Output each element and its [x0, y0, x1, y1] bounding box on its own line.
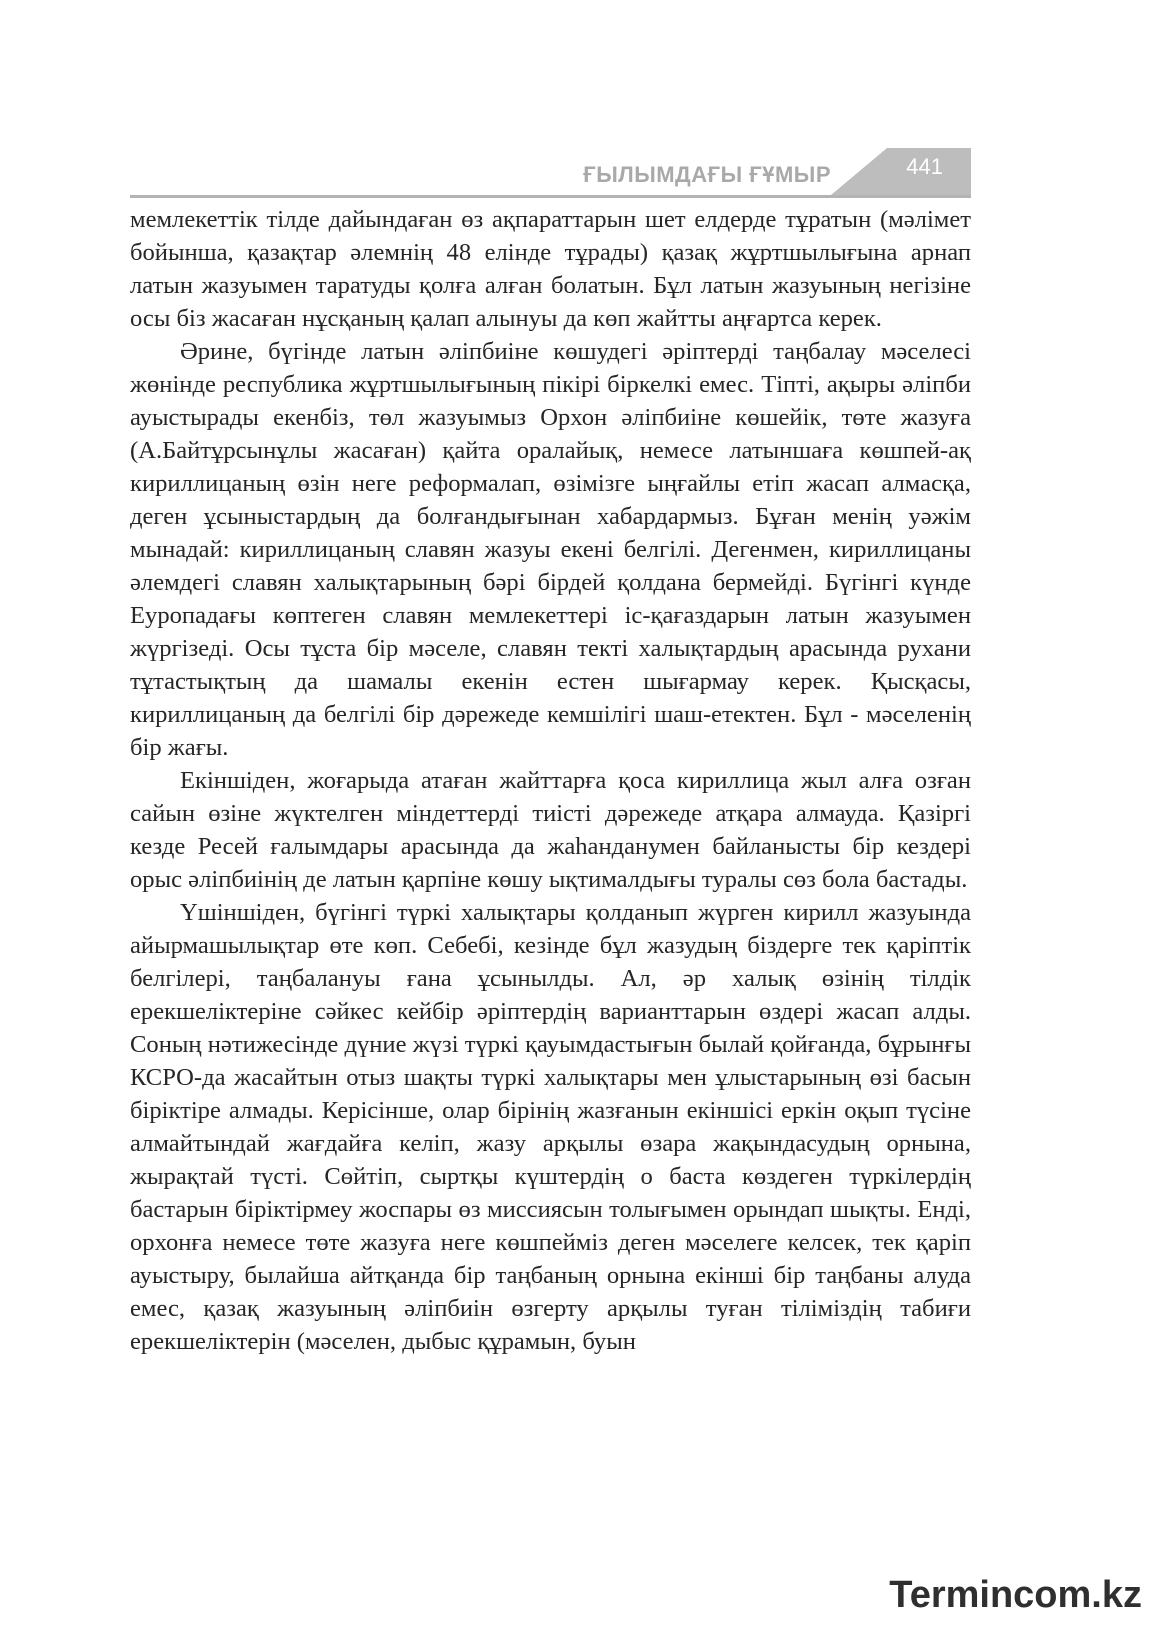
running-title: ҒЫЛЫМДАҒЫ ҒҰМЫР — [583, 162, 831, 187]
watermark-logo: Termincom.kz — [889, 1574, 1142, 1616]
body-text — [130, 203, 971, 1358]
paragraph: Екіншіден, жоғарыда атаған жайттарға қоса кириллица жыл алға озған сайын өзіне жүктелген міндеттерді тиісті дәрежеде атқара алмауда. Қазіргі кезде Ресей ғалымдары арасында да жаһанданумен байланысты бір кездері орыс әліпбиінің де латын қарпіне көшу ықтималдығы туралы сөз бола бастады. — [130, 767, 971, 893]
paragraph: Үшіншіден, бүгінгі түркі халықтары қолданып жүрген кирилл жазуында айырмашылықтар өте көп. Себебі, кезінде бұл жазудың біздерге тек қаріптік белгілері, таңбалануы ғана ұсынылды. Ал, әр халық өзінің тілдік ерекшеліктеріне сәйкес кейбір әріптердің варианттарын өздері жасап алды. Соның нәтижесінде дүние жүзі түркі қауымдастығын былай қойғанда, бұрынғы КСРО-да жасайтын отыз шақты түркі халықтары мен ұлыстарының өзі басын біріктіре алмады. Керісінше, олар бірінің жазғанын екіншісі еркін оқып түсіне алмайтындай жағдайға келіп, жазу арқылы өзара жақындасудың орнына, жырақтай түсті. Сөйтіп, сыртқы күштердің о баста көздеген түркілердің бастарын біріктірмеу жоспары өз миссиясын толығымен орындап шықты. Енді, орхонға немесе төте жазуға неге көшпейміз деген мәселеге келсек, тек қаріп ауыстыру, былайша айтқанда бір таңбаның орнына екінші бір таңбаны алуда емес, қазақ жазуының әліпбиін өзгерту арқылы туған тіліміздің табиғи ерекшеліктерін (мәселен, дыбыс құрамын, буын — [130, 899, 971, 1355]
running-header — [130, 148, 971, 198]
header-rule — [130, 195, 971, 198]
paragraph: мемлекеттік тілде дайындаған өз ақпараттарын шет елдерде тұратын (мәлімет бойынша, қазақтар әлемнің 48 елінде тұрады) қазақ жұртшылығына арнап латын жазуымен таратуды қолға алған болатын. Бұл латын жазуының негізіне осы біз жасаған нұсқаның қалап алынуы да көп жайтты аңғартса керек. — [130, 206, 971, 332]
page-number: 441 — [906, 154, 943, 179]
paragraph: Әрине, бүгінде латын әліпбиіне көшудегі әріптерді таңбалау мәселесі жөнінде республика жұртшылығының пікірі біркелкі емес. Тіпті, ақыры әліпби ауыстырады екенбіз, төл жазуымыз Орхон әліпбиіне көшейік, төте жазуға (А.Байтұрсынұлы жасаған) қайта оралайық, немесе латыншаға көшпей-ақ кириллицаның өзін неге реформалап, өзімізге ыңғайлы етіп жасап алмасқа, деген ұсыныстардың да болғандығынан хабардармыз. Бұған менің уәжім мынадай: кириллицаның славян жазуы екені белгілі. Дегенмен, кириллицаны әлемдегі славян халықтарының бәрі бірдей қолдана бермейді. Бүгінгі күнде Еуропадағы көптеген славян мемлекеттері іс-қағаздарын латын жазуымен жүргізеді. Осы тұста бір мәселе, славян текті халықтардың арасында рухани тұтастықтың да шамалы екенін естен шығармау керек. Қысқасы, кириллицаның да белгілі бір дәрежеде кемшілігі шаш-етектен. Бұл - мәселенің бір жағы. — [130, 338, 971, 761]
page-number-tab — [831, 148, 971, 195]
